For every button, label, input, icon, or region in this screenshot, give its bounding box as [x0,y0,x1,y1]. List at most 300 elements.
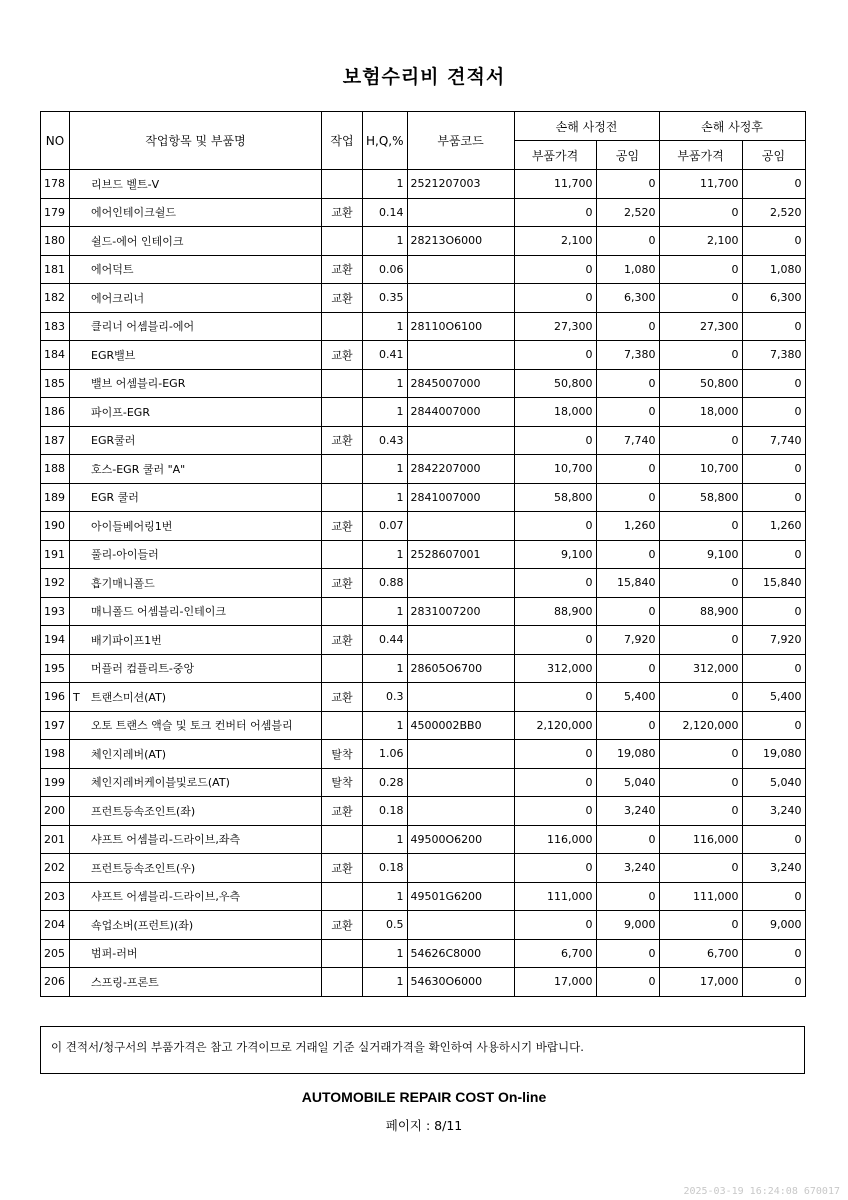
row-after-labor: 0 [742,939,805,968]
row-part-code [407,797,514,826]
row-item-name [70,512,322,541]
row-hq: 1 [363,882,408,911]
row-before-part-price: 0 [514,911,596,940]
row-part-code: 2844007000 [407,398,514,427]
table-row [41,341,806,370]
row-after-labor: 19,080 [742,740,805,769]
row-before-labor: 0 [596,398,659,427]
row-item-label: 체인지레버케이블및로드(AT) [91,776,230,790]
row-after-part-price: 2,120,000 [659,711,742,740]
row-item-name [70,797,322,826]
row-part-code: 2841007000 [407,483,514,512]
row-work: 교환 [322,512,363,541]
row-hq: 1 [363,227,408,256]
table-row [41,911,806,940]
row-hq: 1 [363,939,408,968]
header-work: 작업 [322,112,363,170]
row-hq: 0.88 [363,569,408,598]
row-after-labor: 7,740 [742,426,805,455]
table-row [41,597,806,626]
row-work: 교환 [322,626,363,655]
row-after-labor: 7,380 [742,341,805,370]
row-hq: 0.3 [363,683,408,712]
row-work [322,882,363,911]
row-after-part-price: 0 [659,797,742,826]
header-before-part-price: 부품가격 [514,141,596,170]
price-notice: 이 견적서/청구서의 부품가격은 참고 가격이므로 거래일 기준 실거래가격을 확인하여 사용하시기 바랍니다. [40,1026,805,1074]
row-item-name [70,740,322,769]
row-item-label: 스프링-프론트 [91,975,159,989]
row-before-part-price: 0 [514,683,596,712]
row-after-labor: 0 [742,654,805,683]
row-part-code: 2845007000 [407,369,514,398]
row-after-part-price: 0 [659,740,742,769]
row-no: 194 [41,626,70,655]
row-item-label: 프런트등속조인트(우) [91,861,196,875]
row-before-part-price: 312,000 [514,654,596,683]
row-before-part-price: 0 [514,797,596,826]
row-item-name [70,341,322,370]
header-item: 작업항목 및 부품명 [70,112,322,170]
row-before-part-price: 88,900 [514,597,596,626]
row-no: 201 [41,825,70,854]
row-after-labor: 3,240 [742,797,805,826]
row-part-code [407,683,514,712]
header-before-labor: 공임 [596,141,659,170]
row-no: 190 [41,512,70,541]
row-before-labor: 7,740 [596,426,659,455]
table-row [41,825,806,854]
row-item-name [70,369,322,398]
row-no: 180 [41,227,70,256]
table-row [41,939,806,968]
row-after-labor: 15,840 [742,569,805,598]
row-no: 196 [41,683,70,712]
row-after-part-price: 18,000 [659,398,742,427]
table-row [41,626,806,655]
row-no: 182 [41,284,70,313]
row-part-code [407,626,514,655]
row-item-label: EGR쿨러 [91,434,136,448]
row-after-part-price: 0 [659,426,742,455]
row-work [322,369,363,398]
table-row [41,483,806,512]
row-item-label: EGR밸브 [91,348,136,362]
row-item-label: 샤프트 어셈블리-드라이브,좌측 [91,833,241,847]
row-item-label: EGR 쿨러 [91,491,139,505]
row-after-labor: 5,400 [742,683,805,712]
row-part-code [407,426,514,455]
row-before-part-price: 0 [514,854,596,883]
row-before-labor: 9,000 [596,911,659,940]
row-work: 교환 [322,198,363,227]
row-item-name [70,455,322,484]
row-after-labor: 9,000 [742,911,805,940]
row-no: 184 [41,341,70,370]
row-before-part-price: 0 [514,255,596,284]
row-work: 교환 [322,797,363,826]
table-row [41,683,806,712]
row-no: 199 [41,768,70,797]
row-item-name [70,312,322,341]
estimate-table [40,111,806,997]
row-before-labor: 7,920 [596,626,659,655]
row-item-label: 에어크리너 [91,291,145,305]
row-no: 183 [41,312,70,341]
row-after-labor: 0 [742,540,805,569]
row-after-part-price: 11,700 [659,170,742,199]
row-no: 195 [41,654,70,683]
row-item-name [70,939,322,968]
row-before-part-price: 116,000 [514,825,596,854]
row-hq: 0.43 [363,426,408,455]
row-item-label: 범퍼-러버 [91,947,138,961]
row-before-part-price: 0 [514,284,596,313]
row-after-labor: 0 [742,968,805,997]
row-after-part-price: 58,800 [659,483,742,512]
row-work: 교환 [322,569,363,598]
row-item-name [70,654,322,683]
row-before-labor: 7,380 [596,341,659,370]
row-after-part-price: 312,000 [659,654,742,683]
table-row [41,227,806,256]
row-before-labor: 0 [596,968,659,997]
row-item-label: 체인지레버(AT) [91,747,167,761]
table-row [41,711,806,740]
row-after-part-price: 17,000 [659,968,742,997]
row-hq: 0.14 [363,198,408,227]
row-after-labor: 0 [742,369,805,398]
row-no: 187 [41,426,70,455]
row-before-labor: 6,300 [596,284,659,313]
estimate-rows [41,170,806,997]
row-after-labor: 0 [742,312,805,341]
row-after-labor: 0 [742,882,805,911]
table-row [41,854,806,883]
row-before-part-price: 50,800 [514,369,596,398]
row-before-labor: 3,240 [596,854,659,883]
row-part-code [407,768,514,797]
row-item-label: 아이들베어링1번 [91,519,173,533]
row-before-labor: 0 [596,483,659,512]
row-item-name [70,170,322,199]
table-row [41,540,806,569]
row-before-part-price: 0 [514,198,596,227]
row-work: 교환 [322,255,363,284]
page-number: 페이지 : 8/11 [385,1118,463,1133]
row-after-part-price: 50,800 [659,369,742,398]
row-after-part-price: 0 [659,198,742,227]
row-work [322,597,363,626]
row-before-part-price: 0 [514,740,596,769]
table-row [41,398,806,427]
row-before-labor: 0 [596,597,659,626]
row-hq: 0.28 [363,768,408,797]
row-before-part-price: 2,120,000 [514,711,596,740]
row-item-name [70,711,322,740]
row-item-label: 리브드 벨트-V [91,177,160,191]
row-hq: 1 [363,597,408,626]
row-before-labor: 0 [596,939,659,968]
row-item-name [70,227,322,256]
header-no: NO [41,112,70,170]
row-work: 탈착 [322,768,363,797]
row-before-labor: 5,400 [596,683,659,712]
row-no: 186 [41,398,70,427]
row-after-labor: 0 [742,825,805,854]
row-item-label: 오토 트랜스 액슬 및 토크 컨버터 어셈블리 [91,719,293,733]
table-row [41,455,806,484]
row-before-part-price: 6,700 [514,939,596,968]
table-row [41,426,806,455]
row-after-part-price: 2,100 [659,227,742,256]
table-row [41,255,806,284]
row-before-labor: 0 [596,711,659,740]
row-part-code: 28110O6100 [407,312,514,341]
row-item-name [70,911,322,940]
row-part-code [407,284,514,313]
row-after-part-price: 0 [659,255,742,284]
row-item-label: 에어덕트 [91,263,134,277]
row-item-name [70,968,322,997]
row-after-part-price: 27,300 [659,312,742,341]
row-item-name [70,483,322,512]
row-part-code: 4500002BB0 [407,711,514,740]
row-after-labor: 0 [742,597,805,626]
row-before-part-price: 10,700 [514,455,596,484]
row-item-name [70,198,322,227]
row-before-part-price: 0 [514,569,596,598]
row-work [322,711,363,740]
row-before-part-price: 111,000 [514,882,596,911]
row-hq: 0.18 [363,854,408,883]
row-no: 179 [41,198,70,227]
row-work [322,654,363,683]
row-after-part-price: 0 [659,512,742,541]
table-row [41,569,806,598]
row-hq: 1 [363,369,408,398]
row-part-code [407,569,514,598]
table-row [41,768,806,797]
row-before-part-price: 0 [514,626,596,655]
row-hq: 0.06 [363,255,408,284]
print-timestamp: 2025-03-19 16:24:08 670017 [683,1186,840,1197]
row-item-label: 흡기매니폴드 [91,576,155,590]
row-no: 193 [41,597,70,626]
row-before-labor: 0 [596,369,659,398]
row-item-label: 에어인테이크쉴드 [91,206,177,220]
row-hq: 1.06 [363,740,408,769]
row-item-name [70,825,322,854]
row-after-part-price: 0 [659,683,742,712]
row-after-labor: 3,240 [742,854,805,883]
row-no: 200 [41,797,70,826]
row-before-part-price: 11,700 [514,170,596,199]
row-item-label: 쇽업소버(프런트)(좌) [91,918,194,932]
row-before-labor: 0 [596,540,659,569]
table-row [41,170,806,199]
row-after-part-price: 0 [659,284,742,313]
row-no: 204 [41,911,70,940]
row-hq: 1 [363,968,408,997]
row-no: 192 [41,569,70,598]
row-hq: 1 [363,540,408,569]
row-item-name [70,255,322,284]
row-no: 191 [41,540,70,569]
row-part-code: 54626C8000 [407,939,514,968]
row-part-code: 28605O6700 [407,654,514,683]
row-after-part-price: 0 [659,768,742,797]
row-item-name [70,597,322,626]
row-hq: 1 [363,455,408,484]
row-part-code: 2831007200 [407,597,514,626]
row-before-part-price: 2,100 [514,227,596,256]
row-item-label: 밸브 어셈블리-EGR [91,377,186,391]
row-no: 188 [41,455,70,484]
header-before: 손해 사정전 [514,112,659,141]
row-item-label: 클리너 어셈블리-에어 [91,320,195,334]
header-hq: H,Q,% [363,112,408,170]
row-no: 178 [41,170,70,199]
row-part-code: 28213O6000 [407,227,514,256]
row-work [322,398,363,427]
row-after-labor: 0 [742,170,805,199]
table-row [41,740,806,769]
row-before-labor: 1,260 [596,512,659,541]
row-hq: 1 [363,170,408,199]
row-item-name [70,540,322,569]
header-code: 부품코드 [407,112,514,170]
row-after-labor: 2,520 [742,198,805,227]
row-after-part-price: 0 [659,569,742,598]
row-work: 교환 [322,426,363,455]
row-item-label: 프런트등속조인트(좌) [91,804,196,818]
table-row [41,654,806,683]
row-after-part-price: 0 [659,854,742,883]
row-after-part-price: 0 [659,911,742,940]
row-item-label: 파이프-EGR [91,405,150,419]
row-after-labor: 0 [742,711,805,740]
row-hq: 0.35 [363,284,408,313]
row-before-labor: 3,240 [596,797,659,826]
row-item-name [70,882,322,911]
row-after-part-price: 88,900 [659,597,742,626]
row-item-name [70,426,322,455]
row-part-code [407,911,514,940]
row-item-label: 샤프트 어셈블리-드라이브,우측 [91,890,241,904]
row-work [322,455,363,484]
row-item-label: 풀리-아이들러 [91,548,159,562]
row-before-labor: 0 [596,170,659,199]
row-item-label: 쉴드-에어 인테이크 [91,234,184,248]
row-item-label: 머플러 컴플리트-중앙 [91,662,195,676]
row-before-part-price: 9,100 [514,540,596,569]
table-row [41,369,806,398]
row-part-code: 2842207000 [407,455,514,484]
row-after-labor: 1,260 [742,512,805,541]
row-hq: 1 [363,825,408,854]
row-work [322,170,363,199]
row-part-code [407,512,514,541]
row-work: 교환 [322,854,363,883]
document-title: 보험수리비 견적서 [342,66,506,88]
row-before-labor: 1,080 [596,255,659,284]
row-before-part-price: 17,000 [514,968,596,997]
row-after-part-price: 111,000 [659,882,742,911]
row-part-code [407,255,514,284]
row-hq: 0.18 [363,797,408,826]
table-row [41,312,806,341]
row-no: 203 [41,882,70,911]
row-hq: 1 [363,483,408,512]
row-no: 185 [41,369,70,398]
row-work [322,939,363,968]
row-hq: 1 [363,312,408,341]
row-part-code: 54630O6000 [407,968,514,997]
row-part-code: 49500O6200 [407,825,514,854]
row-item-name [70,284,322,313]
row-part-code [407,198,514,227]
row-part-code [407,341,514,370]
row-after-labor: 0 [742,398,805,427]
row-hq: 1 [363,654,408,683]
row-hq: 0.5 [363,911,408,940]
row-before-part-price: 0 [514,768,596,797]
row-work [322,825,363,854]
row-before-labor: 0 [596,455,659,484]
row-no: 205 [41,939,70,968]
row-item-name [70,398,322,427]
row-item-name [70,854,322,883]
row-item-label: 배기파이프1번 [91,633,162,647]
header-after: 손해 사정후 [659,112,805,141]
row-before-part-price: 27,300 [514,312,596,341]
row-no: 206 [41,968,70,997]
row-after-labor: 6,300 [742,284,805,313]
table-row [41,882,806,911]
row-before-labor: 19,080 [596,740,659,769]
row-item-name [70,569,322,598]
table-row [41,512,806,541]
row-hq: 0.07 [363,512,408,541]
row-item-label: 트랜스미션(AT) [91,690,167,704]
row-before-part-price: 0 [514,512,596,541]
row-after-labor: 5,040 [742,768,805,797]
row-no: 202 [41,854,70,883]
row-before-part-price: 0 [514,426,596,455]
row-work [322,312,363,341]
row-item-label: 매니폴드 어셈블리-인테이크 [91,605,226,619]
row-before-labor: 0 [596,312,659,341]
row-work [322,968,363,997]
table-row [41,797,806,826]
row-no: 181 [41,255,70,284]
row-before-labor: 0 [596,654,659,683]
row-hq: 1 [363,711,408,740]
header-after-labor: 공임 [742,141,805,170]
row-group-mark: T [73,690,80,704]
table-row [41,198,806,227]
row-hq: 0.44 [363,626,408,655]
row-part-code: 2521207003 [407,170,514,199]
row-hq: 0.41 [363,341,408,370]
row-part-code [407,854,514,883]
row-after-part-price: 0 [659,626,742,655]
row-item-name [70,768,322,797]
row-before-labor: 0 [596,825,659,854]
row-work [322,540,363,569]
row-before-labor: 0 [596,227,659,256]
